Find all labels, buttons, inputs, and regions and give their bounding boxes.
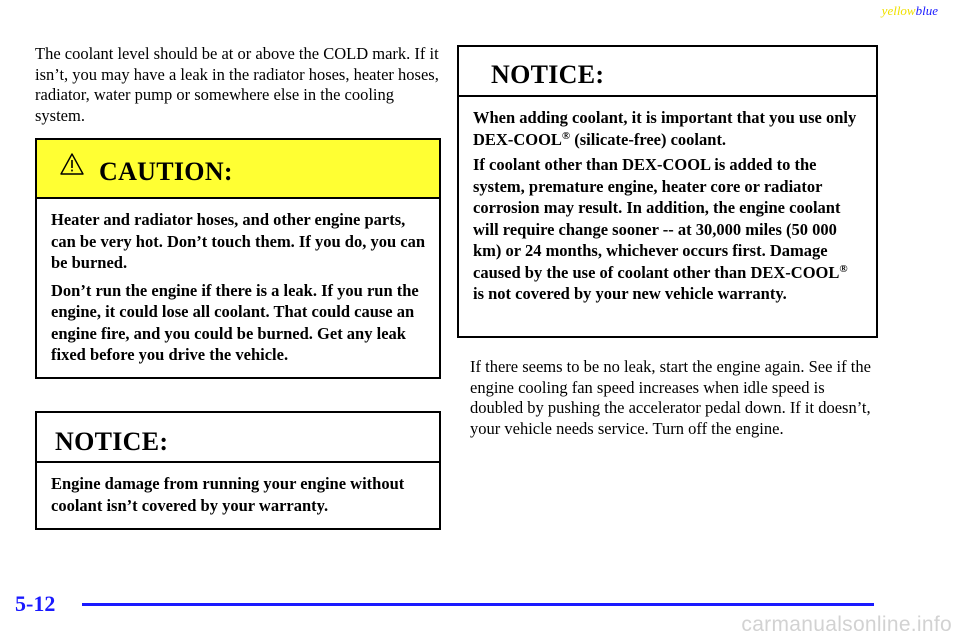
caution-paragraph-1: Heater and radiator hoses, and other engine parts, can be very hot. Don’t touch them. If you do, you can be burned. (51, 210, 426, 272)
caution-paragraph-2: Don’t run the engine if there is a leak. If you run the engine, it could lose all coolant. That could cause an engine fire, and you could be burned. Get any leak fixed before you drive the vehicle. (51, 280, 419, 364)
notice-right-header (459, 47, 876, 97)
notice-right-title: NOTICE: (491, 60, 605, 89)
warning-triangle-icon (60, 153, 84, 175)
header-yellow-text: yellow (881, 3, 916, 18)
intro-paragraph: The coolant level should be at or above the COLD mark. If it isn’t, you may have a leak in the radiator hoses, heater hoses, radiator, water pump or somewhere else in the cooling system. (35, 44, 439, 125)
page-number: 5-12 (15, 591, 56, 616)
header-color-label (882, 3, 938, 19)
notice-box-left (35, 411, 441, 530)
registered-mark: ® (839, 262, 848, 275)
notice-left-body (37, 463, 439, 516)
notice-box-right (457, 45, 878, 338)
notice-right-paragraph-2 (473, 154, 862, 305)
caution-box (35, 138, 441, 379)
outro-paragraph: If there seems to be no leak, start the engine again. See if the engine cooling fan speed increases when idle speed is doubled by pushing the accelerator pedal down. If it doesn’t, your vehicle needs service. Turn off the engine. (470, 357, 871, 438)
header-blue-text: blue (915, 3, 938, 18)
notice-left-title: NOTICE: (55, 427, 169, 456)
notice-right-paragraph-1 (473, 107, 862, 150)
notice-left-text: Engine damage from running your engine without coolant isn’t covered by your warranty. (51, 474, 405, 515)
footer-rule (82, 603, 874, 606)
notice-right-p1-text: When adding coolant, it is important that you use only DEX-COOL (473, 108, 857, 149)
notice-right-body (459, 97, 876, 305)
caution-body (37, 199, 439, 366)
registered-mark: ® (561, 129, 571, 142)
notice-right-p2-tail: is not covered by your new vehicle warranty. (473, 284, 787, 303)
caution-title: CAUTION: (99, 157, 233, 186)
notice-left-header (37, 413, 439, 463)
caution-header (37, 140, 439, 199)
notice-right-p1-tail: (silicate-free) coolant. (570, 129, 727, 149)
watermark-text: carmanualsonline.info (741, 613, 952, 636)
notice-right-p2-text: If coolant other than DEX-COOL is added to the system, premature engine, heater core or radiator corrosion may result. In addition, the engine coolant will require change sooner -- at 30,000 miles (50 000 km) or 24 months, whichever occurs first. Damage caused by the use of coolant other than DEX-COOL (473, 155, 841, 282)
